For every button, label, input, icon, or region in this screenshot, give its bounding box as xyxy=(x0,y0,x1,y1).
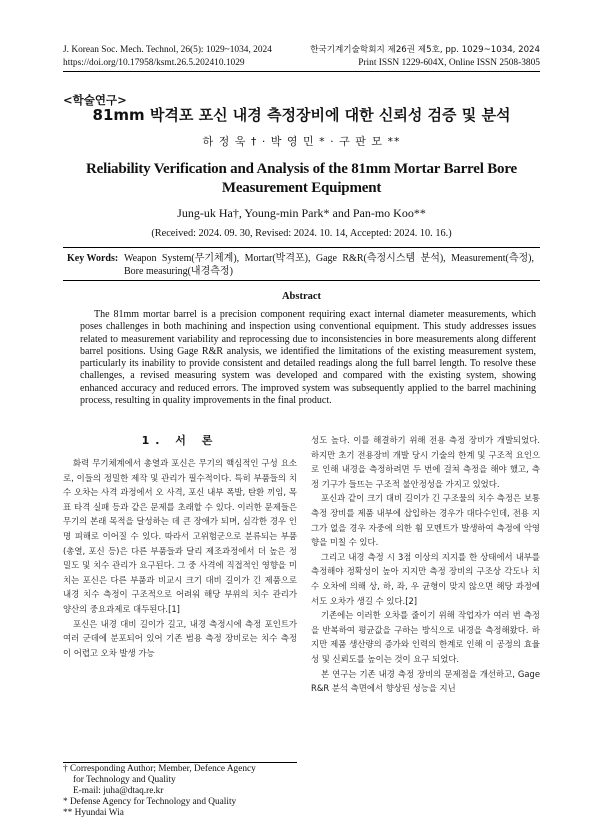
right-paragraph-1: 성도 높다. 이를 해결하기 위해 전용 측정 장비가 개발되었다. 하지만 초기 전용장비 개발 당시 기술의 한계 및 구조적 요인으로 인해 내경을 측정하려면 두 번에 걸쳐 측정을 해야 했고, 측정 기구가 들뜨는 구조적 불안정성을 가지고 있었다. xyxy=(311,435,540,489)
keywords-label: Key Words: xyxy=(67,253,119,264)
doi-link[interactable]: https://doi.org/10.17958/ksmt.26.5.202410.1029 xyxy=(63,58,245,68)
footnote-email[interactable]: E-mail: juha@dtaq.re.kr xyxy=(73,786,164,796)
left-paragraph-2: 포신은 내경 대비 길이가 길고, 내경 측정시에 측정 포인트가 여러 군데에 분포되어 있어 기존 범용 측정 장비로는 치수 측정이 어렵고 오차 발생 가능 xyxy=(63,618,297,658)
article-type-label: <학술연구> xyxy=(63,93,127,107)
section-heading: 1. 서 론 xyxy=(141,434,219,447)
abstract-heading: Abstract xyxy=(281,291,322,302)
header-rule xyxy=(63,71,540,72)
footnotes xyxy=(63,764,297,819)
authors-english: Jung-uk Ha†, Young-min Park* and Pan-mo Koo** xyxy=(177,206,426,220)
left-paragraph-1: 화력 무기체계에서 총열과 포신은 무기의 핵심적인 구성 요소로, 이들의 정밀한 제작 및 관리가 필수적이다. 특히 부품들의 치수 오차는 사격 과정에서 오 사격, 포신 내부 폭발, 탄환 끼임, 목표 타격 실패 등과 같은 문제를 초래할 수 있다. 이러한 문제들은 무기의 본래 목적을 달성하는 데 큰 장애가 되며, 심각한 경우 인명 피해로 이어질 수 있다. 따라서 고위험군으로 분류되는 부품(총열, 포신 등)은 다른 부품들과 달리 제조과정에서 더 높은 정밀도 및 치수 관리가 요구된다. 그 중 사격에 직접적인 영향을 미치는 포신은 다른 부품과 비교시 크기 대비 길이가 긴 제품으로 내경 치수 측정이 구조적으로 어려워 해당 부위의 치수 관리가 양산의 중요과제로 대두된다.[1] xyxy=(63,458,297,614)
authors-korean: 하 정 욱 † · 박 영 민 * · 구 판 모 ** xyxy=(202,135,401,148)
journal-citation: J. Korean Soc. Mech. Technol, 26(5): 1029~1034, 2024 xyxy=(63,45,272,55)
keywords-bottom-rule xyxy=(63,280,540,281)
keywords-block xyxy=(63,252,540,280)
received-dates: (Received: 2024. 09. 30, Revised: 2024. 10. 14, Accepted: 2024. 10. 16.) xyxy=(151,228,452,239)
abstract-body xyxy=(80,309,536,407)
footnote-line: * Defense Agency for Technology and Quality xyxy=(63,797,237,807)
footnote-line: † Corresponding Author; Member, Defence Agency xyxy=(63,764,256,774)
issn: Print ISSN 1229-604X, Online ISSN 2508-3805 xyxy=(358,58,540,68)
title-english xyxy=(63,160,540,198)
footnote-rule xyxy=(63,762,297,763)
title-english-line-2: Measurement Equipment xyxy=(221,180,382,196)
left-column xyxy=(63,456,297,660)
keywords-top-rule xyxy=(63,247,540,248)
journal-citation-korean: 한국기계기술학회지 제26권 제5호, pp. 1029~1034, 2024 xyxy=(310,45,540,55)
right-paragraph-5: 본 연구는 기존 내경 측정 장비의 문제점을 개선하고, Gage R&R 분석 측면에서 향상된 성능을 지닌 xyxy=(311,668,540,694)
running-header xyxy=(63,44,540,70)
keywords-text: Weapon System(무기체계), Mortar(박격포), Gage R&R(측정시스템 분석), Measurement(측정), Bore measuring(내경측정) xyxy=(124,253,534,277)
footnote-line: ** Hyundai Wia xyxy=(63,808,124,818)
title-english-line-1: Reliability Verification and Analysis of the 81mm Mortar Barrel Bore xyxy=(86,161,517,177)
right-paragraph-4: 기존에는 이러한 오차를 줄이기 위해 작업자가 여러 번 측정을 반복하여 평균값을 구하는 방식으로 내경을 측정해왔다. 하지만 제품 생산량의 증가와 인력의 한계로 인해 이 공정의 효율성 및 신뢰도를 높이는 것이 요구 되었다. xyxy=(311,610,540,664)
right-paragraph-3: 그리고 내경 측정 시 3점 이상의 지지를 한 상태에서 내부를 측정해야 정확성이 높아 지지만 측정 장비의 구조상 각도나 치수 오차에 의해 상, 하, 좌, 우 균형이 맞지 않으면 해당 과정에서도 오차가 생길 수 있다.[2] xyxy=(311,551,540,606)
right-column xyxy=(311,433,540,696)
right-paragraph-2: 포신과 같이 크기 대비 길이가 긴 구조물의 치수 측정은 보통 측정 장비를 제품 내부에 삽입하는 경우가 대다수인데, 전용 지그가 없을 경우 자중에 의한 휨 모멘트가 발생하여 측정에 악영향을 미칠 수 있다. xyxy=(311,493,540,548)
title-korean: 81mm 박격포 포신 내경 측정장비에 대한 신뢰성 검증 및 분석 xyxy=(92,106,511,124)
footnote-line: for Technology and Quality xyxy=(73,775,176,785)
abstract-text: The 81mm mortar barrel is a precision component requiring exact internal diameter measurements, which poses challenges in both machining and inspection using conventional equipment. This study addresses issues related to measurement variability and reprocessing due to inconsistencies in bore measurements along different barrel positions. Using Gage R&R analysis, we identified the limitations of the existing measurement system, particularly its inability to provide consistent and detailed readings along the full barrel length. To resolve these challenges, a revised measuring system was developed and compared with the existing system, showing enhanced accuracy and reduced errors. The improved system was subsequently applied to the barrel machining process, resulting in quality improvements in the final product. xyxy=(80,309,536,407)
